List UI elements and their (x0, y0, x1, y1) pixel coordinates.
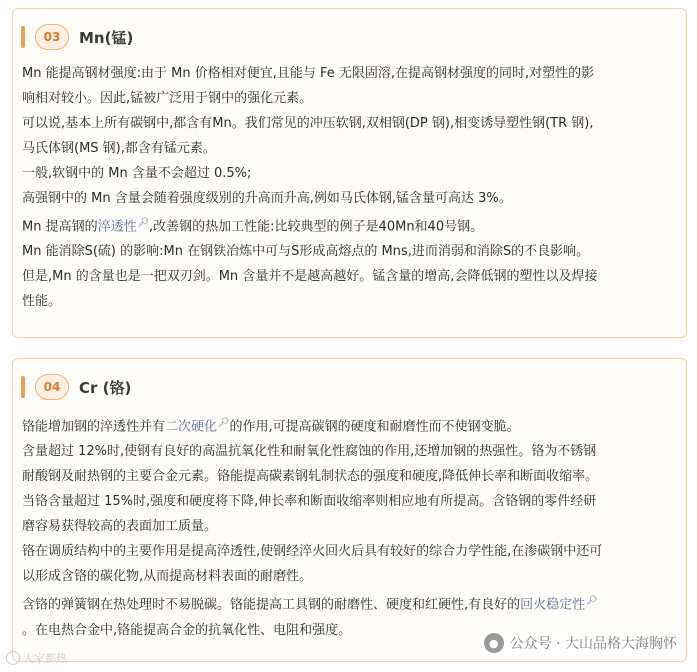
section-title: Mn(锰) (79, 28, 134, 47)
section-card-cr (12, 358, 687, 662)
paragraph-line: Mn 能提高钢材强度:由于 Mn 价格相对便宜,且能与 Fe 无限固溶,在提高钢材强度的同时,对塑性的影 (22, 66, 595, 81)
keyword-link-temper-stability[interactable]: 回火稳定性 (520, 597, 586, 613)
search-icon[interactable]: 🔎︎ (586, 596, 598, 607)
search-icon[interactable]: 🔎︎ (218, 418, 230, 428)
section-card-mn (12, 8, 687, 338)
section-number-badge: 03 (35, 24, 69, 50)
watermark-left: 大家都热 (6, 650, 67, 666)
paragraph-line: 含铬的弹簧钢在热处理时不易脱碳。铬能提高工具钢的耐磨性、硬度和红硬性,有良好的回火稳定性🔎︎ (22, 596, 598, 613)
paragraph-line: 以形成含铬的碳化物,从而提高材料表面的耐磨性。 (22, 569, 313, 585)
accent-bar (21, 26, 25, 48)
paragraph-line: 。在电热合金中,铬能提高合金的抗氧化性、电阻和强度。 (22, 622, 352, 638)
paragraph-line: 耐酸钢及耐热钢的主要合金元素。铬能提高碳素钢轧制状态的强度和硬度,降低伸长率和断面收缩率。 (22, 469, 599, 485)
paragraph-line: 响相对较小。因此,锰被广泛用于钢中的强化元素。 (22, 91, 313, 106)
paragraph-line: 一般,软钢中的 Mn 含量不会超过 0.5%; (22, 166, 252, 181)
paragraph-line: 当铬含量超过 15%时,强度和硬度将下降,伸长率和断面收缩率则相应地有所提高。含铬钢的零件经研 (22, 494, 597, 510)
paragraph-line: 可以说,基本上所有碳钢中,都含有Mn。我们常见的冲压软钢,双相钢(DP 钢),相变诱导塑性钢(TR 钢), (22, 116, 594, 131)
paragraph-line: 马氏体钢(MS 钢),都含有锰元素。 (22, 141, 216, 156)
paragraph-line: 高强钢中的 Mn 含量会随着强度级别的升高而升高,例如马氏体钢,锰含量可高达 3%。 (22, 191, 512, 206)
wechat-icon: ● (484, 633, 504, 653)
paragraph-line: 但是,Mn 的含量也是一把双刃剑。Mn 含量并不是越高越好。锰含量的增高,会降低钢的塑性以及焊接 (22, 269, 598, 285)
section-body (22, 61, 678, 314)
section-header (21, 373, 131, 401)
keyword-link-secondary-hardening[interactable]: 二次硬化 (165, 419, 218, 435)
section-body (22, 411, 678, 643)
official-account-watermark: ● 公众号 · 大山品格大海胸怀 (480, 631, 681, 655)
section-header (21, 23, 133, 51)
paragraph-line: 含量超过 12%时,使钢有良好的高温抗氧化性和耐氧化性腐蚀的作用,还增加钢的热强性。铬为不锈钢 (22, 444, 597, 460)
accent-bar (21, 376, 25, 398)
section-title: Cr (铬) (79, 378, 132, 397)
paragraph-line: 铬在调质结构中的主要作用是提高淬透性,使钢经淬火回火后具有较好的综合力学性能,在渗碳钢中还可 (22, 544, 603, 560)
search-icon[interactable]: 🔎︎ (137, 218, 150, 228)
watermark-logo-icon (6, 651, 20, 665)
paragraph-line: 磨容易获得较高的表面加工质量。 (22, 519, 218, 535)
paragraph-line: 铬能增加钢的淬透性并有二次硬化🔎︎的作用,可提高碳钢的硬度和耐磨性而不使钢变脆。 (22, 418, 520, 435)
section-number-badge: 04 (35, 374, 69, 400)
keyword-link-hardenability[interactable]: 淬透性 (97, 219, 137, 235)
paragraph-line: 性能。 (22, 294, 62, 310)
paragraph-line: Mn 能消除S(硫) 的影响:Mn 在钢铁冶炼中可与S形成高熔点的 Mns,进而消弱和消除S的不良影响。 (22, 244, 590, 260)
paragraph-line: Mn 提高钢的淬透性🔎︎,改善钢的热加工性能:比较典型的例子是40Mn和40号钢。 (22, 218, 484, 235)
